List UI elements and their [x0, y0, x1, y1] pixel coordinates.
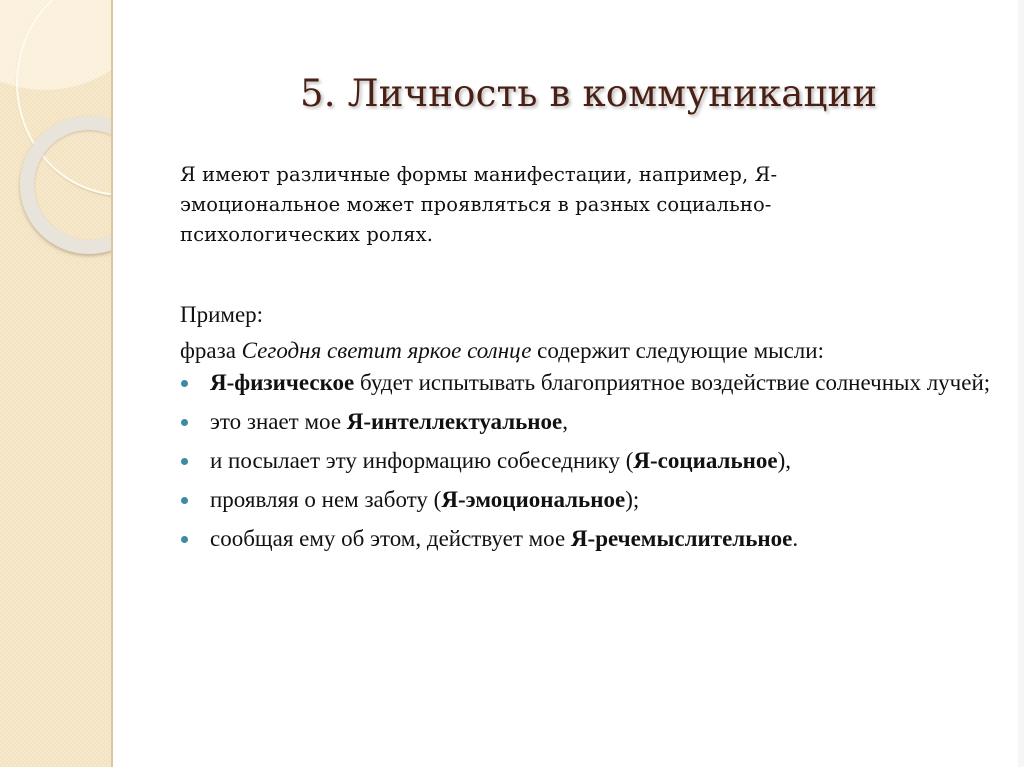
bullet-dot-icon — [181, 536, 188, 543]
list-item: и посылает эту информацию собеседнику (Я-социальное), — [180, 447, 1000, 475]
list-item: Я-физическое будет испытывать благоприятное воздействие солнечных лучей; — [180, 369, 1000, 397]
phrase-prefix: фраза — [180, 338, 242, 363]
intro-line: эмоциональное может проявляться в разных социально- — [180, 193, 772, 216]
list-item: сообщая ему об этом, действует мое Я-речемыслительное. — [180, 525, 1000, 553]
bold-term: Я-речемыслительное — [570, 526, 793, 551]
example-label: Пример: — [180, 302, 264, 327]
phrase-suffix: содержит следующие мысли: — [531, 338, 824, 363]
list-item: это знает мое Я-интеллектуальное, — [180, 408, 1000, 436]
slide-body — [180, 160, 1000, 564]
slide-edge — [1018, 0, 1024, 767]
intro-line: Я имеют различные формы манифестации, например, Я- — [180, 163, 778, 186]
bullet-dot-icon — [181, 419, 188, 426]
phrase-quote: Сегодня светит яркое солнце — [241, 338, 532, 363]
intro-paragraph — [180, 160, 1000, 250]
list-item: проявляя о нем заботу (Я-эмоциональное); — [180, 486, 1000, 514]
example-phrase — [180, 335, 1000, 367]
bullet-dot-icon — [181, 497, 188, 504]
bold-term: Я-интеллектуальное — [346, 409, 563, 434]
bold-term: Я-физическое — [210, 370, 355, 395]
bold-term: Я-социальное — [633, 448, 778, 473]
bullet-list — [180, 369, 1000, 553]
bold-term: Я-эмоциональное — [441, 487, 626, 512]
bullet-dot-icon — [181, 380, 188, 387]
intro-line: психологических ролях. — [180, 223, 434, 246]
decorative-side-band — [0, 0, 113, 767]
bullet-dot-icon — [181, 458, 188, 465]
slide-title: 5. Личность в коммуникации — [300, 72, 878, 115]
